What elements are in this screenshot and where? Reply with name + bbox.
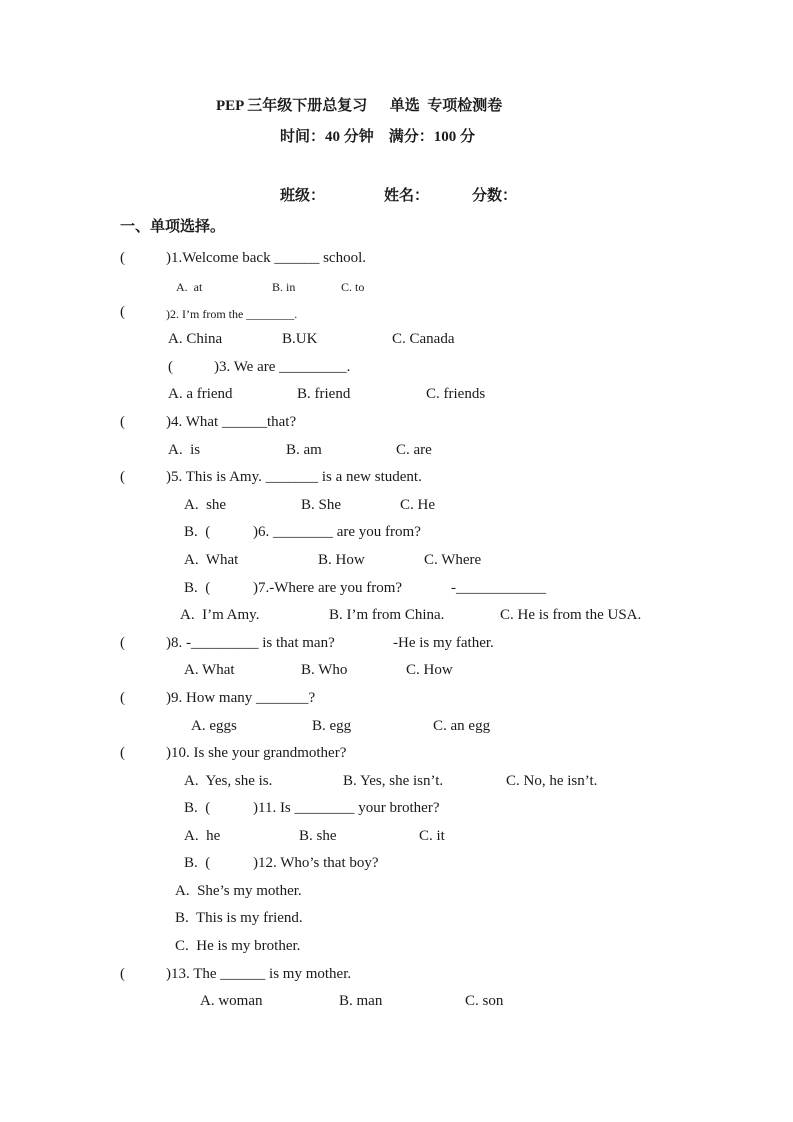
answer-paren: ( bbox=[120, 414, 125, 430]
question-stem: )9. How many _______? bbox=[166, 690, 316, 706]
option-b: B. How bbox=[318, 552, 365, 568]
option-c: C. No, he isn’t. bbox=[506, 773, 598, 789]
question-stem: )8. -_________ is that man? bbox=[166, 635, 335, 651]
question-stem: )4. What ______that? bbox=[166, 414, 297, 430]
option-c: C. friends bbox=[426, 386, 486, 402]
option-c: C. are bbox=[396, 442, 432, 458]
option-c: C. He is from the USA. bbox=[500, 607, 642, 623]
answer-paren: ( bbox=[120, 304, 125, 320]
option-b: B. Yes, she isn’t. bbox=[343, 773, 444, 789]
option-c: C. an egg bbox=[433, 718, 491, 734]
option-b: B. friend bbox=[297, 386, 351, 402]
class-label: 班级： bbox=[280, 188, 326, 204]
option-b: B. This is my friend. bbox=[175, 910, 303, 926]
answer-paren: B. ( bbox=[184, 524, 211, 540]
answer-paren: B. ( bbox=[184, 855, 211, 871]
option-a: A. Yes, she is. bbox=[184, 773, 273, 789]
question-stem: )3. We are _________. bbox=[214, 359, 351, 375]
option-c: C. He is my brother. bbox=[175, 938, 301, 954]
answer-paren: ( bbox=[120, 469, 125, 485]
answer-blank: -____________ bbox=[451, 580, 546, 596]
question-stem: )10. Is she your grandmother? bbox=[166, 745, 347, 761]
option-a: A. She’s my mother. bbox=[175, 883, 302, 899]
option-a: A. is bbox=[168, 442, 201, 458]
question-stem: )6. ________ are you from? bbox=[253, 524, 421, 540]
answer-paren: ( bbox=[120, 745, 125, 761]
answer-paren: ( bbox=[120, 635, 125, 651]
option-c: C. How bbox=[406, 662, 453, 678]
page-title: PEP 三年级下册总复习 单选 专项检测卷 bbox=[216, 98, 503, 114]
option-b: B. am bbox=[286, 442, 322, 458]
option-b: B. I’m from China. bbox=[329, 607, 445, 623]
question-stem: )1.Welcome back ______ school. bbox=[166, 250, 366, 266]
option-a: A. What bbox=[184, 552, 239, 568]
option-a: A. at bbox=[176, 280, 203, 294]
option-b: B. egg bbox=[312, 718, 352, 734]
score-label: 分数： bbox=[472, 188, 518, 204]
section-heading: 一、单项选择。 bbox=[120, 219, 226, 235]
question-stem: )5. This is Amy. _______ is a new student. bbox=[166, 469, 422, 485]
option-c: C. it bbox=[419, 828, 445, 844]
name-label: 姓名： bbox=[384, 188, 430, 204]
option-b: B. in bbox=[272, 280, 296, 294]
option-a: A. China bbox=[168, 331, 223, 347]
option-a: A. he bbox=[184, 828, 221, 844]
option-b: B. man bbox=[339, 993, 383, 1009]
option-a: A. she bbox=[184, 497, 227, 513]
exam-time-score: 时间：40 分钟 满分：100 分 bbox=[280, 129, 476, 145]
option-c: C. He bbox=[400, 497, 435, 513]
answer-paren: ( bbox=[168, 359, 173, 375]
answer-paren: ( bbox=[120, 966, 125, 982]
option-c: C. to bbox=[341, 280, 365, 294]
question-stem: )12. Who’s that boy? bbox=[253, 855, 379, 871]
option-b: B. she bbox=[299, 828, 337, 844]
answer-paren: B. ( bbox=[184, 580, 211, 596]
question-stem: )7.-Where are you from? bbox=[253, 580, 403, 596]
option-a: A. a friend bbox=[168, 386, 233, 402]
option-a: A. I’m Amy. bbox=[180, 607, 260, 623]
option-c: C. Canada bbox=[392, 331, 455, 347]
question-stem: )13. The ______ is my mother. bbox=[166, 966, 352, 982]
answer-paren: ( bbox=[120, 250, 125, 266]
dialogue-answer: -He is my father. bbox=[393, 635, 494, 651]
option-b: B.UK bbox=[282, 331, 318, 347]
answer-paren: ( bbox=[120, 690, 125, 706]
option-a: A. What bbox=[184, 662, 235, 678]
option-b: B. She bbox=[301, 497, 342, 513]
answer-paren: B. ( bbox=[184, 800, 211, 816]
option-a: A. woman bbox=[200, 993, 263, 1009]
option-a: A. eggs bbox=[191, 718, 237, 734]
question-stem: )2. I’m from the ________. bbox=[166, 307, 298, 321]
question-stem: )11. Is ________ your brother? bbox=[253, 800, 440, 816]
option-c: C. Where bbox=[424, 552, 482, 568]
option-b: B. Who bbox=[301, 662, 348, 678]
option-c: C. son bbox=[465, 993, 504, 1009]
